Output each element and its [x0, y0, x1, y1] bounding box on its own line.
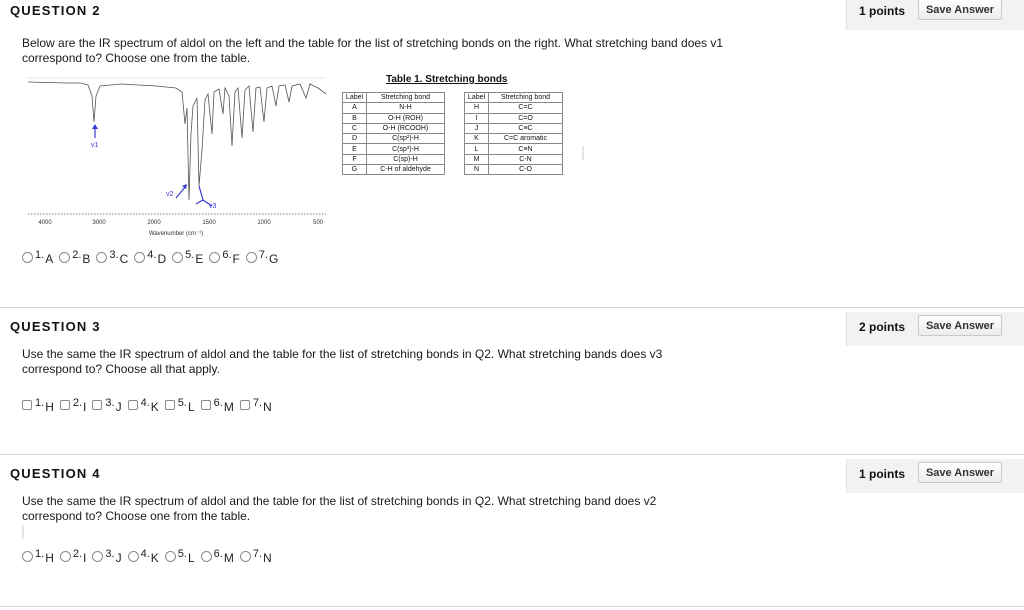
- v2-label: v2: [166, 191, 174, 198]
- option-letter: M: [223, 551, 234, 565]
- option-number: 5.: [185, 249, 195, 261]
- text-cursor-mark: [582, 146, 584, 160]
- question-points-panel: [846, 0, 1024, 30]
- option-e[interactable]: [172, 250, 203, 264]
- x-axis-label: Wavenumber (cm⁻¹): [148, 231, 204, 237]
- table-row: [343, 123, 445, 133]
- option-b[interactable]: [59, 250, 90, 264]
- question-title: QUESTION 3: [10, 319, 101, 334]
- option-number: 4.: [140, 397, 150, 409]
- bond-label: J: [465, 123, 489, 133]
- option-letter: L: [187, 400, 195, 414]
- option-number: 2.: [72, 548, 83, 560]
- option-f[interactable]: [209, 250, 240, 264]
- save-answer-button[interactable]: Save Answer: [918, 0, 1002, 20]
- question-points-panel: [846, 459, 1024, 493]
- option-letter: H: [45, 551, 54, 565]
- option-number: 1.: [35, 249, 45, 261]
- option-letter: M: [223, 400, 234, 414]
- table-header-label: Label: [343, 93, 367, 103]
- option-letter: L: [187, 551, 195, 565]
- checkbox[interactable]: [240, 400, 250, 410]
- option-number: 6.: [213, 397, 223, 409]
- option-m[interactable]: [201, 398, 234, 412]
- bond-name: N-H: [367, 103, 445, 113]
- radio-button[interactable]: [134, 252, 145, 263]
- x-tick-label: 2000: [147, 220, 161, 226]
- bond-name: C≡N: [489, 144, 563, 154]
- bond-name: C(sp)-H: [367, 154, 445, 164]
- option-number: 1.: [35, 397, 45, 409]
- table-row: [343, 113, 445, 123]
- bond-name: O-H (RCOOH): [367, 123, 445, 133]
- x-tick-label: 500: [312, 220, 324, 226]
- bond-name: O-H (ROH): [367, 113, 445, 123]
- radio-button[interactable]: [96, 252, 107, 263]
- question-text: Below are the IR spectrum of aldol on the left and the table for the list of stretching bonds on the right. What stretching band does v1 correspond to? Choose one from the table.: [22, 36, 724, 65]
- x-tick-label: 3000: [92, 220, 106, 226]
- option-h[interactable]: [22, 549, 54, 563]
- table-row: [343, 165, 445, 175]
- radio-button[interactable]: [128, 551, 139, 562]
- spectrum-plot-area: [26, 74, 328, 214]
- option-number: 6.: [213, 548, 223, 560]
- bond-name: C≡C: [489, 123, 563, 133]
- bond-label: G: [343, 165, 367, 175]
- x-tick-label: 1500: [202, 220, 216, 226]
- points-label: 1 points: [859, 4, 906, 18]
- radio-button[interactable]: [165, 551, 176, 562]
- bond-label: N: [465, 165, 489, 175]
- table-row: [343, 103, 445, 113]
- answer-options: [22, 549, 278, 563]
- table-header-bond: Stretching bond: [489, 93, 563, 103]
- bond-label: F: [343, 154, 367, 164]
- option-letter: G: [269, 252, 279, 266]
- table-row: [465, 154, 563, 164]
- question-divider: [0, 606, 1024, 607]
- radio-button[interactable]: [240, 551, 251, 562]
- option-letter: I: [83, 400, 87, 414]
- answer-options: [22, 250, 284, 264]
- option-letter: C: [119, 252, 129, 266]
- option-number: 5.: [177, 548, 187, 560]
- option-letter: E: [195, 252, 204, 266]
- option-l[interactable]: [165, 398, 195, 412]
- option-number: 6.: [222, 249, 232, 261]
- bond-label: B: [343, 113, 367, 123]
- checkbox[interactable]: [201, 400, 211, 410]
- checkbox[interactable]: [165, 400, 175, 410]
- option-letter: I: [83, 551, 87, 565]
- question-points-panel: [846, 312, 1024, 346]
- option-number: 7.: [252, 397, 263, 409]
- question-divider: [0, 307, 1024, 308]
- option-letter: N: [263, 551, 272, 565]
- question-title: QUESTION 4: [10, 466, 101, 481]
- radio-button[interactable]: [59, 252, 70, 263]
- option-letter: K: [150, 551, 159, 565]
- option-letter: H: [45, 400, 54, 414]
- radio-button[interactable]: [246, 252, 257, 263]
- table-row: [465, 123, 563, 133]
- bond-name: C=C aromatic: [489, 134, 563, 144]
- radio-button[interactable]: [22, 551, 33, 562]
- radio-button[interactable]: [22, 252, 33, 263]
- option-d[interactable]: [134, 250, 166, 264]
- bond-label: M: [465, 154, 489, 164]
- option-letter: A: [45, 252, 54, 266]
- v3-label: v3: [209, 203, 217, 210]
- question-text: Use the same the IR spectrum of aldol and the table for the list of stretching bonds in Q2. What stretching bands does v3 correspond to? Choose all that apply.: [22, 347, 663, 376]
- bond-label: E: [343, 144, 367, 154]
- table-title: Table 1. Stretching bonds: [386, 74, 508, 85]
- bond-label: L: [465, 144, 489, 154]
- table-row: [343, 154, 445, 164]
- table-row: [465, 113, 563, 123]
- bond-label: I: [465, 113, 489, 123]
- option-number: 3.: [105, 397, 115, 409]
- option-letter: J: [115, 551, 122, 565]
- text-cursor-mark: [22, 525, 24, 539]
- bond-label: A: [343, 103, 367, 113]
- points-label: 1 points: [859, 467, 906, 481]
- option-k[interactable]: [128, 549, 159, 563]
- bond-label: H: [465, 103, 489, 113]
- bond-label: K: [465, 134, 489, 144]
- option-letter: J: [115, 400, 122, 414]
- option-letter: F: [232, 252, 240, 266]
- option-number: 3.: [105, 548, 115, 560]
- question-text: Use the same the IR spectrum of aldol and the table for the list of stretching bonds in Q2. What stretching band does v2 correspond to? Choose one from the table.: [22, 494, 657, 523]
- option-number: 7.: [258, 249, 269, 261]
- question-title: QUESTION 2: [10, 3, 101, 18]
- table-row: [465, 103, 563, 113]
- option-number: 2.: [72, 249, 82, 261]
- option-h[interactable]: [22, 398, 54, 412]
- x-axis-ticks: [38, 220, 323, 226]
- question-3: [0, 316, 1024, 451]
- option-i[interactable]: [60, 398, 87, 412]
- option-i[interactable]: [60, 549, 87, 563]
- checkbox[interactable]: [92, 400, 102, 410]
- question-header: [0, 0, 1024, 26]
- radio-button[interactable]: [60, 551, 71, 562]
- bond-name: C=C: [489, 103, 563, 113]
- question-divider: [0, 454, 1024, 455]
- radio-button[interactable]: [201, 551, 212, 562]
- checkbox[interactable]: [22, 400, 32, 410]
- bond-name: C-H of aldehyde: [367, 165, 445, 175]
- option-number: 7.: [252, 548, 263, 560]
- v1-label: v1: [91, 142, 99, 149]
- radio-button[interactable]: [209, 252, 220, 263]
- option-letter: B: [82, 252, 91, 266]
- option-c[interactable]: [96, 250, 128, 264]
- bond-table-right: [464, 92, 563, 175]
- question-header: [0, 463, 1024, 489]
- option-number: 2.: [72, 397, 83, 409]
- option-n[interactable]: [240, 398, 272, 412]
- table-row: [343, 144, 445, 154]
- x-tick-label: 1000: [257, 220, 271, 226]
- bond-label: D: [343, 134, 367, 144]
- bond-name: C-N: [489, 154, 563, 164]
- question-4: [0, 463, 1024, 603]
- option-letter: N: [263, 400, 272, 414]
- option-number: 1.: [35, 548, 45, 560]
- table-row: [465, 144, 563, 154]
- option-number: 4.: [140, 548, 150, 560]
- bond-label: C: [343, 123, 367, 133]
- option-l[interactable]: [165, 549, 195, 563]
- option-k[interactable]: [128, 398, 159, 412]
- table-row: [343, 134, 445, 144]
- question-header: [0, 316, 1024, 342]
- option-g[interactable]: [246, 250, 279, 264]
- option-m[interactable]: [201, 549, 234, 563]
- table-row: [465, 134, 563, 144]
- table-header-label: Label: [465, 93, 489, 103]
- save-answer-button[interactable]: Save Answer: [918, 315, 1002, 336]
- option-letter: K: [150, 400, 159, 414]
- option-number: 4.: [147, 249, 157, 261]
- option-j[interactable]: [92, 398, 121, 412]
- checkbox[interactable]: [128, 400, 138, 410]
- radio-button[interactable]: [92, 551, 103, 562]
- checkbox[interactable]: [60, 400, 70, 410]
- save-answer-button[interactable]: Save Answer: [918, 462, 1002, 483]
- radio-button[interactable]: [172, 252, 183, 263]
- option-number: 3.: [109, 249, 119, 261]
- bond-name: C=O: [489, 113, 563, 123]
- option-n[interactable]: [240, 549, 272, 563]
- bond-name: C(sp³)-H: [367, 144, 445, 154]
- answer-options: [22, 398, 278, 412]
- option-number: 5.: [177, 397, 187, 409]
- option-letter: D: [157, 252, 167, 266]
- option-j[interactable]: [92, 549, 121, 563]
- points-label: 2 points: [859, 320, 906, 334]
- x-tick-label: 4000: [38, 220, 52, 226]
- table-row: [465, 165, 563, 175]
- option-a[interactable]: [22, 250, 53, 264]
- bond-name: C-O: [489, 165, 563, 175]
- table-header-bond: Stretching bond: [367, 93, 445, 103]
- bond-name: C(sp²)-H: [367, 134, 445, 144]
- ir-spectrum: [26, 74, 336, 240]
- bond-table-left: [342, 92, 445, 175]
